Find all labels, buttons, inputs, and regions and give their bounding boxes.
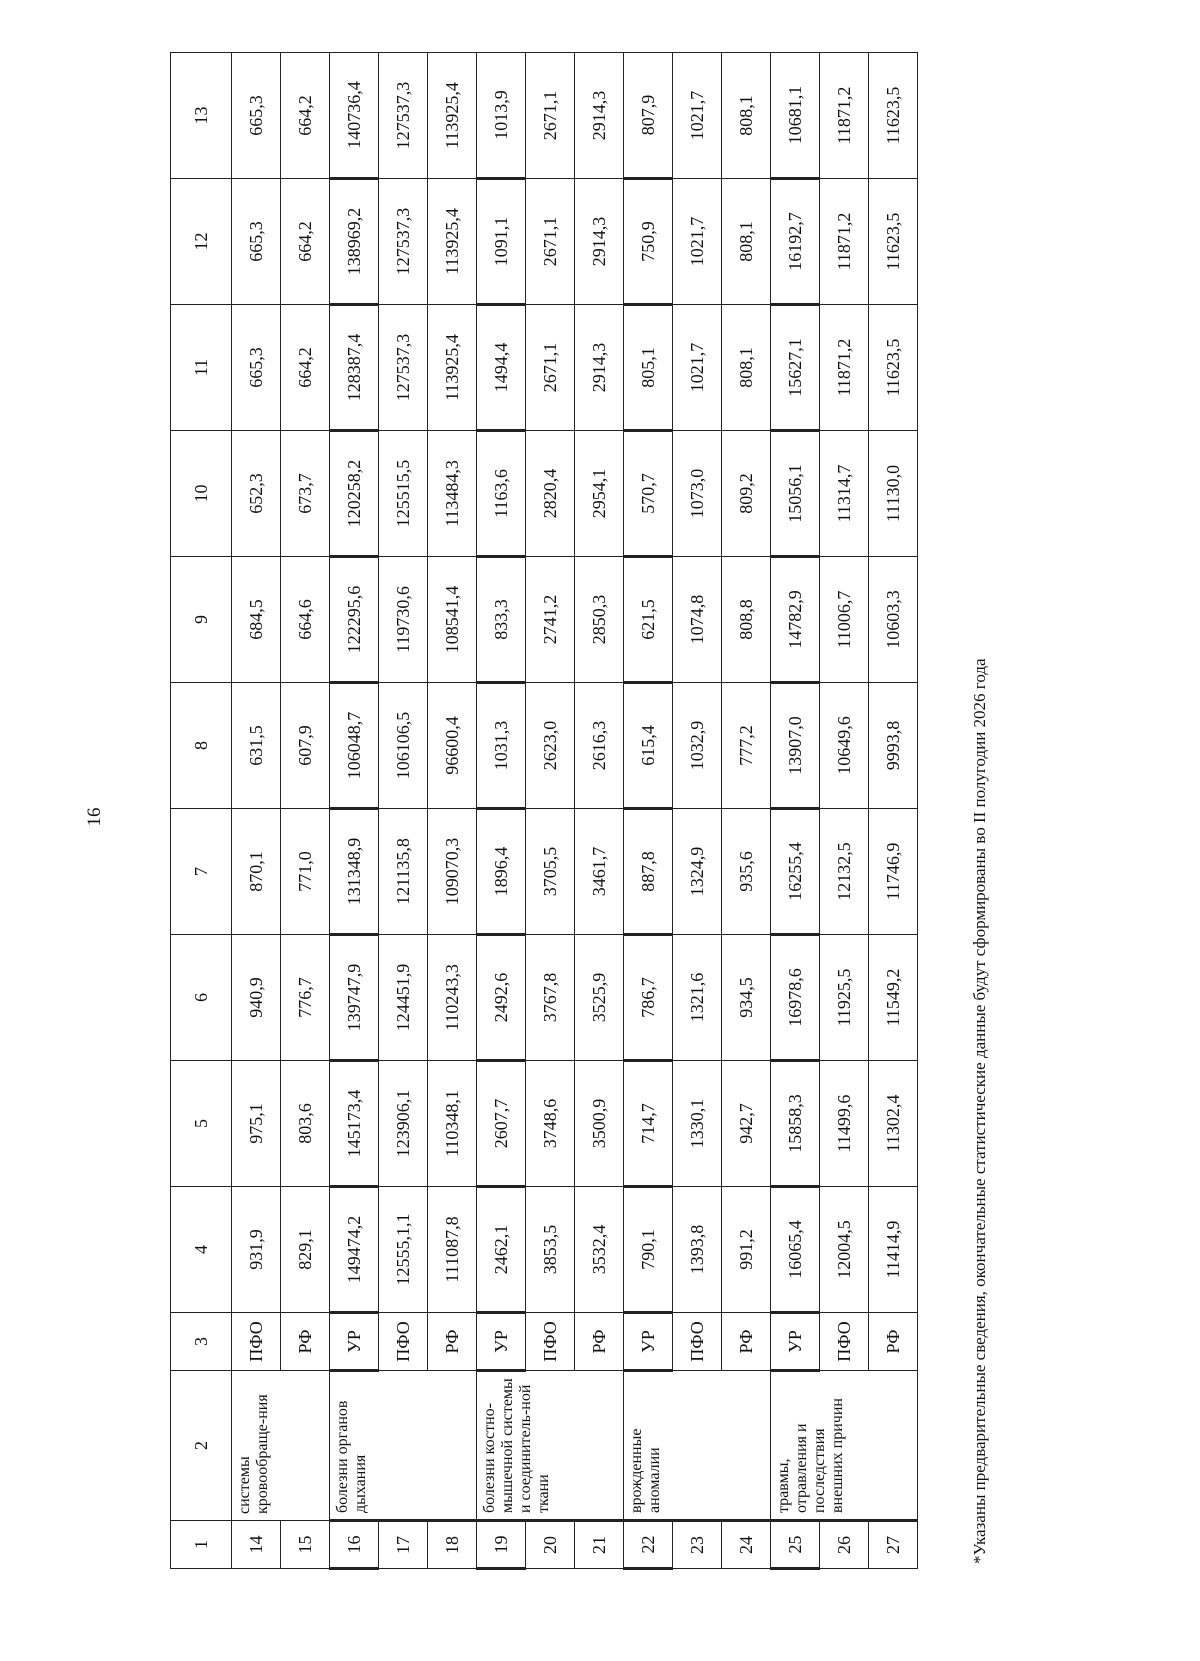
table-row [722,53,771,1569]
value-cell: 11623,5 [869,53,918,179]
table-row [232,53,281,1569]
column-header: 10 [171,431,232,557]
value-cell: 771,0 [281,809,330,935]
value-cell: 934,5 [722,935,771,1061]
value-cell: 16192,7 [771,179,820,305]
value-cell: 11871,2 [820,53,869,179]
region-code: ПФО [379,1313,428,1371]
value-cell: 673,7 [281,431,330,557]
value-cell: 113925,4 [428,179,477,305]
value-cell: 109070,3 [428,809,477,935]
value-cell: 1321,6 [673,935,722,1061]
value-cell: 113925,4 [428,53,477,179]
region-code: ПФО [232,1313,281,1371]
category-label: врожденные аномалии [624,1371,771,1521]
value-cell: 11414,9 [869,1187,918,1313]
table-row [379,53,428,1569]
category-label: системы кровообраще-ния [232,1371,330,1521]
value-cell: 665,3 [232,305,281,431]
region-code: РФ [722,1313,771,1371]
value-cell: 3461,7 [575,809,624,935]
value-cell: 1494,4 [477,305,526,431]
page-number: 16 [84,807,105,827]
row-number: 25 [771,1521,820,1569]
value-cell: 125515,5 [379,431,428,557]
value-cell: 1163,6 [477,431,526,557]
value-cell: 786,7 [624,935,673,1061]
column-header: 11 [171,305,232,431]
rotated-content [170,54,1043,1570]
value-cell: 139747,9 [330,935,379,1061]
value-cell: 2820,4 [526,431,575,557]
value-cell: 16255,4 [771,809,820,935]
column-header: 7 [171,809,232,935]
value-cell: 120258,2 [330,431,379,557]
row-number: 27 [869,1521,918,1569]
value-cell: 138969,2 [330,179,379,305]
region-code: РФ [575,1313,624,1371]
value-cell: 776,7 [281,935,330,1061]
value-cell: 652,3 [232,431,281,557]
value-cell: 631,5 [232,683,281,809]
category-label: травмы, отравления и последствия внешних причин [771,1371,918,1521]
row-number: 18 [428,1521,477,1569]
value-cell: 3500,9 [575,1061,624,1187]
value-cell: 10681,1 [771,53,820,179]
value-cell: 106106,5 [379,683,428,809]
region-code: УР [330,1313,379,1371]
value-cell: 1896,4 [477,809,526,935]
value-cell: 621,5 [624,557,673,683]
value-cell: 805,1 [624,305,673,431]
value-cell: 131348,9 [330,809,379,935]
value-cell: 108541,4 [428,557,477,683]
row-number: 20 [526,1521,575,1569]
value-cell: 829,1 [281,1187,330,1313]
value-cell: 714,7 [624,1061,673,1187]
row-number: 15 [281,1521,330,1569]
value-cell: 110243,3 [428,935,477,1061]
value-cell: 11871,2 [820,179,869,305]
value-cell: 121135,8 [379,809,428,935]
value-cell: 11871,2 [820,305,869,431]
value-cell: 11006,7 [820,557,869,683]
value-cell: 2741,2 [526,557,575,683]
value-cell: 13907,0 [771,683,820,809]
column-header: 4 [171,1187,232,1313]
value-cell: 11549,2 [869,935,918,1061]
value-cell: 808,1 [722,179,771,305]
category-label: болезни органов дыхания [330,1371,477,1521]
value-cell: 887,8 [624,809,673,935]
value-cell: 149474,2 [330,1187,379,1313]
row-number: 23 [673,1521,722,1569]
value-cell: 807,9 [624,53,673,179]
value-cell: 119730,6 [379,557,428,683]
value-cell: 664,2 [281,305,330,431]
value-cell: 1324,9 [673,809,722,935]
value-cell: 664,6 [281,557,330,683]
footnote: *Указаны предварительные сведения, окончательные статистические данные будут сформированы во II полугодии 2026 года [970,658,989,1564]
region-code: ПФО [820,1313,869,1371]
value-cell: 110348,1 [428,1061,477,1187]
value-cell: 809,2 [722,431,771,557]
region-code: РФ [281,1313,330,1371]
value-cell: 2607,7 [477,1061,526,1187]
value-cell: 1330,1 [673,1061,722,1187]
value-cell: 665,3 [232,179,281,305]
statistics-table [170,52,918,1570]
value-cell: 975,1 [232,1061,281,1187]
column-header: 3 [171,1313,232,1371]
value-cell: 113925,4 [428,305,477,431]
region-code: УР [477,1313,526,1371]
value-cell: 2914,3 [575,179,624,305]
value-cell: 113484,3 [428,431,477,557]
value-cell: 3853,5 [526,1187,575,1313]
value-cell: 10649,6 [820,683,869,809]
region-code: ПФО [673,1313,722,1371]
value-cell: 15056,1 [771,431,820,557]
value-cell: 11499,6 [820,1061,869,1187]
column-header: 2 [171,1371,232,1521]
row-number: 19 [477,1521,526,1569]
value-cell: 11623,5 [869,305,918,431]
table-row [869,53,918,1569]
value-cell: 16065,4 [771,1187,820,1313]
value-cell: 684,5 [232,557,281,683]
value-cell: 2492,6 [477,935,526,1061]
value-cell: 12132,5 [820,809,869,935]
value-cell: 2914,3 [575,305,624,431]
value-cell: 11314,7 [820,431,869,557]
value-cell: 935,6 [722,809,771,935]
value-cell: 16978,6 [771,935,820,1061]
value-cell: 2671,1 [526,179,575,305]
value-cell: 833,3 [477,557,526,683]
value-cell: 750,9 [624,179,673,305]
row-number: 16 [330,1521,379,1569]
value-cell: 790,1 [624,1187,673,1313]
column-header: 5 [171,1061,232,1187]
value-cell: 2850,3 [575,557,624,683]
value-cell: 1032,9 [673,683,722,809]
value-cell: 808,1 [722,53,771,179]
row-number: 26 [820,1521,869,1569]
value-cell: 2954,1 [575,431,624,557]
value-cell: 808,8 [722,557,771,683]
value-cell: 777,2 [722,683,771,809]
column-header: 8 [171,683,232,809]
table-row [624,53,673,1569]
value-cell: 1021,7 [673,179,722,305]
table-row [526,53,575,1569]
value-cell: 1074,8 [673,557,722,683]
value-cell: 1091,1 [477,179,526,305]
value-cell: 615,4 [624,683,673,809]
value-cell: 2623,0 [526,683,575,809]
value-cell: 942,7 [722,1061,771,1187]
value-cell: 10603,3 [869,557,918,683]
value-cell: 127537,3 [379,305,428,431]
value-cell: 15627,1 [771,305,820,431]
value-cell: 1031,3 [477,683,526,809]
value-cell: 1013,9 [477,53,526,179]
value-cell: 1021,7 [673,53,722,179]
value-cell: 14782,9 [771,557,820,683]
value-cell: 3767,8 [526,935,575,1061]
value-cell: 870,1 [232,809,281,935]
table-row [673,53,722,1569]
value-cell: 15858,3 [771,1061,820,1187]
value-cell: 665,3 [232,53,281,179]
value-cell: 1021,7 [673,305,722,431]
column-header: 9 [171,557,232,683]
value-cell: 3525,9 [575,935,624,1061]
column-header: 6 [171,935,232,1061]
value-cell: 127537,3 [379,179,428,305]
row-number: 22 [624,1521,673,1569]
row-number: 17 [379,1521,428,1569]
value-cell: 128387,4 [330,305,379,431]
value-cell: 11925,5 [820,935,869,1061]
region-code: ПФО [526,1313,575,1371]
column-header: 1 [171,1521,232,1569]
value-cell: 1393,8 [673,1187,722,1313]
value-cell: 664,2 [281,53,330,179]
value-cell: 111087,8 [428,1187,477,1313]
region-code: РФ [428,1313,477,1371]
value-cell: 2671,1 [526,53,575,179]
value-cell: 570,7 [624,431,673,557]
value-cell: 123906,1 [379,1061,428,1187]
value-cell: 96600,4 [428,683,477,809]
value-cell: 940,9 [232,935,281,1061]
region-code: УР [771,1313,820,1371]
table-row [477,53,526,1569]
value-cell: 803,6 [281,1061,330,1187]
header-row [171,53,232,1569]
table-row [330,53,379,1569]
row-number: 21 [575,1521,624,1569]
value-cell: 808,1 [722,305,771,431]
value-cell: 931,9 [232,1187,281,1313]
value-cell: 127537,3 [379,53,428,179]
row-number: 14 [232,1521,281,1569]
category-label: болезни костно-мышечной системы и соединитель-ной ткани [477,1371,624,1521]
table-row [771,53,820,1569]
table-row [281,53,330,1569]
value-cell: 140736,4 [330,53,379,179]
document-table-region [170,54,1043,1570]
value-cell: 2616,3 [575,683,624,809]
table-row [428,53,477,1569]
value-cell: 12555,1,1 [379,1187,428,1313]
table-row [820,53,869,1569]
value-cell: 12004,5 [820,1187,869,1313]
column-header: 12 [171,179,232,305]
value-cell: 124451,9 [379,935,428,1061]
value-cell: 106048,7 [330,683,379,809]
value-cell: 11302,4 [869,1061,918,1187]
value-cell: 664,2 [281,179,330,305]
value-cell: 122295,6 [330,557,379,683]
value-cell: 607,9 [281,683,330,809]
value-cell: 11130,0 [869,431,918,557]
value-cell: 2671,1 [526,305,575,431]
region-code: РФ [869,1313,918,1371]
value-cell: 3748,6 [526,1061,575,1187]
value-cell: 991,2 [722,1187,771,1313]
value-cell: 1073,0 [673,431,722,557]
value-cell: 145173,4 [330,1061,379,1187]
region-code: УР [624,1313,673,1371]
value-cell: 11623,5 [869,179,918,305]
value-cell: 2914,3 [575,53,624,179]
value-cell: 9993,8 [869,683,918,809]
value-cell: 2462,1 [477,1187,526,1313]
column-header: 13 [171,53,232,179]
row-number: 24 [722,1521,771,1569]
value-cell: 3532,4 [575,1187,624,1313]
value-cell: 3705,5 [526,809,575,935]
table-row [575,53,624,1569]
value-cell: 11746,9 [869,809,918,935]
